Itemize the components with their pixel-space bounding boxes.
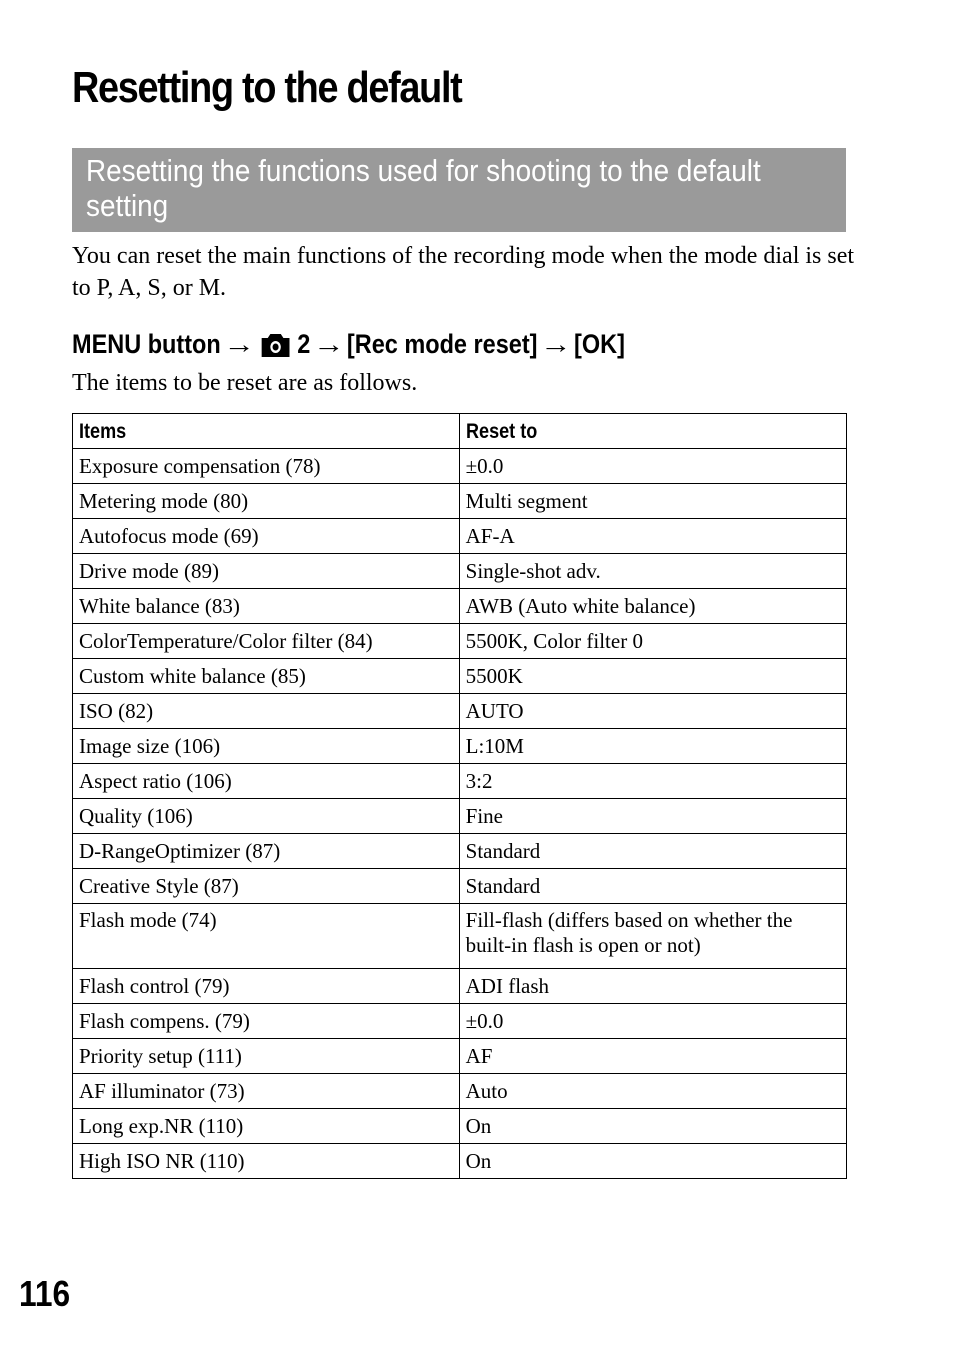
table-row bbox=[73, 1074, 847, 1109]
item-cell: Priority setup (111) bbox=[73, 1039, 460, 1074]
table-header-row bbox=[73, 414, 847, 449]
item-cell: Flash compens. (79) bbox=[73, 1004, 460, 1039]
item-cell: Image size (106) bbox=[73, 729, 460, 764]
section-heading: Resetting the functions used for shooting to the default setting bbox=[86, 153, 761, 223]
reset-value-cell: Auto bbox=[459, 1074, 846, 1109]
section-heading-band bbox=[72, 148, 846, 232]
item-cell: White balance (83) bbox=[73, 589, 460, 624]
item-cell: Metering mode (80) bbox=[73, 484, 460, 519]
reset-value-cell: AWB (Auto white balance) bbox=[459, 589, 846, 624]
table-row bbox=[73, 519, 847, 554]
item-cell: Custom white balance (85) bbox=[73, 659, 460, 694]
reset-value-cell: On bbox=[459, 1144, 846, 1179]
reset-value-cell: AUTO bbox=[459, 694, 846, 729]
page-number: 116 bbox=[19, 1273, 71, 1314]
table-row bbox=[73, 969, 847, 1004]
table-row bbox=[73, 1004, 847, 1039]
item-cell: Long exp.NR (110) bbox=[73, 1109, 460, 1144]
reset-value-cell: 5500K, Color filter 0 bbox=[459, 624, 846, 659]
table-row bbox=[73, 869, 847, 904]
table-row bbox=[73, 624, 847, 659]
table-row bbox=[73, 1109, 847, 1144]
item-cell: Drive mode (89) bbox=[73, 554, 460, 589]
table-row bbox=[73, 799, 847, 834]
menu-item-label: [Rec mode reset] bbox=[346, 328, 538, 359]
item-cell: AF illuminator (73) bbox=[73, 1074, 460, 1109]
arrow-icon: → bbox=[539, 328, 572, 359]
item-cell: Aspect ratio (106) bbox=[73, 764, 460, 799]
table-row bbox=[73, 764, 847, 799]
table-row bbox=[73, 729, 847, 764]
table-row bbox=[73, 554, 847, 589]
table-row bbox=[73, 589, 847, 624]
table-row bbox=[73, 904, 847, 969]
arrow-icon: → bbox=[223, 328, 255, 359]
arrow-icon: → bbox=[312, 328, 345, 359]
table-row bbox=[73, 694, 847, 729]
reset-value-cell: ±0.0 bbox=[459, 1004, 846, 1039]
item-cell: D-RangeOptimizer (87) bbox=[73, 834, 460, 869]
table-row bbox=[73, 449, 847, 484]
reset-value-cell: 3:2 bbox=[459, 764, 846, 799]
table-row bbox=[73, 1039, 847, 1074]
table-row bbox=[73, 484, 847, 519]
reset-value-cell: On bbox=[459, 1109, 846, 1144]
reset-value-cell: ADI flash bbox=[459, 969, 846, 1004]
item-cell: ColorTemperature/Color filter (84) bbox=[73, 624, 460, 659]
page-title: Resetting to the default bbox=[72, 63, 462, 112]
reset-value-cell: Fill-flash (differs based on whether the built-in flash is open or not) bbox=[459, 904, 846, 969]
item-cell: Flash mode (74) bbox=[73, 904, 460, 969]
menu-path bbox=[72, 324, 625, 364]
reset-value-cell: Standard bbox=[459, 869, 846, 904]
item-cell: Creative Style (87) bbox=[73, 869, 460, 904]
table-row bbox=[73, 1144, 847, 1179]
item-cell: Autofocus mode (69) bbox=[73, 519, 460, 554]
item-cell: Flash control (79) bbox=[73, 969, 460, 1004]
item-cell: Quality (106) bbox=[73, 799, 460, 834]
lead-text: The items to be reset are as follows. bbox=[72, 370, 418, 396]
intro-paragraph: You can reset the main functions of the recording mode when the mode dial is set to P, A, S, or M. bbox=[72, 243, 855, 301]
reset-value-cell: AF bbox=[459, 1039, 846, 1074]
reset-value-cell: 5500K bbox=[459, 659, 846, 694]
reset-value-cell: AF-A bbox=[459, 519, 846, 554]
item-cell: Exposure compensation (78) bbox=[73, 449, 460, 484]
reset-value-cell: L:10M bbox=[459, 729, 846, 764]
camera-icon bbox=[261, 332, 291, 358]
item-cell: High ISO NR (110) bbox=[73, 1144, 460, 1179]
confirm-label: [OK] bbox=[574, 328, 625, 359]
table-row bbox=[73, 834, 847, 869]
column-header-items: Items bbox=[73, 414, 460, 449]
item-cell: ISO (82) bbox=[73, 694, 460, 729]
tab-number: 2 bbox=[297, 328, 311, 359]
reset-value-cell: ±0.0 bbox=[459, 449, 846, 484]
column-header-reset-to: Reset to bbox=[459, 414, 846, 449]
reset-items-table bbox=[72, 413, 847, 1179]
table-row bbox=[73, 659, 847, 694]
reset-value-cell: Standard bbox=[459, 834, 846, 869]
reset-value-cell: Multi segment bbox=[459, 484, 846, 519]
reset-value-cell: Single-shot adv. bbox=[459, 554, 846, 589]
reset-value-cell: Fine bbox=[459, 799, 846, 834]
menu-button-label: MENU button bbox=[72, 328, 221, 359]
